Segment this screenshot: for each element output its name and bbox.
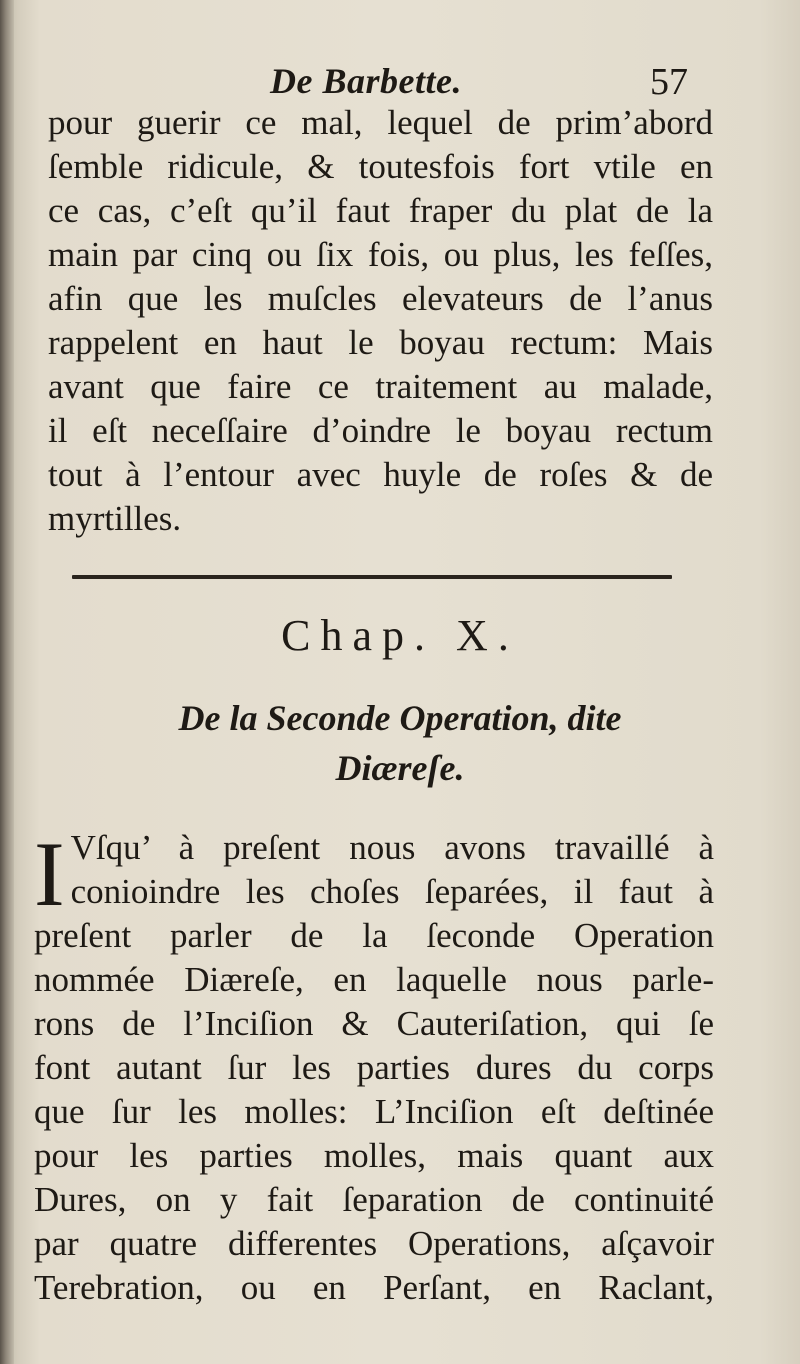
text-line: il eſt neceſſaire d’oindre le boyau rectum — [48, 411, 713, 450]
chapter-subtitle: Diæreſe. — [335, 748, 465, 788]
page-gutter — [0, 0, 14, 1364]
text-line: rappelent en haut le boyau rectum: Mais — [48, 323, 713, 362]
chapter-heading: Chap. X. — [281, 611, 519, 660]
text-line: myrtilles. — [48, 499, 182, 538]
chapter-subtitle: De la Seconde Operation, dite — [178, 698, 622, 738]
text-line: rons de l’Inciſion & Cauteriſation, qui ſe — [34, 1004, 714, 1043]
text-line: que ſur les molles: L’Inciſion eſt deſtinée — [34, 1092, 714, 1131]
text-line: ce cas, c’eſt qu’il faut fraper du plat de la — [48, 191, 713, 230]
text-line: ſemble ridicule, & toutesfois fort vtile en — [48, 147, 713, 186]
text-line: conioindre les choſes ſeparées, il faut à — [70, 872, 714, 911]
text-line: pour les parties molles, mais quant aux — [34, 1136, 714, 1175]
text-line: font autant ſur les parties dures du corps — [34, 1048, 714, 1087]
drop-cap: I — [34, 823, 65, 925]
running-head-title: De Barbette. — [270, 61, 462, 101]
text-line: Vſqu’ à preſent nous avons travaillé à — [70, 828, 714, 867]
text-line: avant que faire ce traitement au malade, — [48, 367, 713, 406]
paragraph-continuation — [48, 101, 713, 541]
chapter-paragraph — [34, 823, 714, 1310]
page-number: 57 — [650, 61, 688, 103]
text-line: Dures, on y fait ſeparation de continuité — [34, 1180, 714, 1219]
text-line: preſent parler de la ſeconde Operation — [34, 916, 714, 955]
text-line: par quatre differentes Operations, aſçavoir — [34, 1224, 714, 1263]
text-line: Terebration, ou en Perſant, en Raclant, — [34, 1268, 714, 1307]
section-divider-rule — [72, 575, 672, 579]
text-line: pour guerir ce mal, lequel de prim’abord — [48, 103, 713, 142]
text-line: nommée Diæreſe, en laquelle nous parle- — [34, 960, 714, 999]
text-line: main par cinq ou ſix fois, ou plus, les feſſes, — [48, 235, 713, 274]
text-line: tout à l’entour avec huyle de roſes & de — [48, 455, 713, 494]
text-line: afin que les muſcles elevateurs de l’anus — [48, 279, 713, 318]
